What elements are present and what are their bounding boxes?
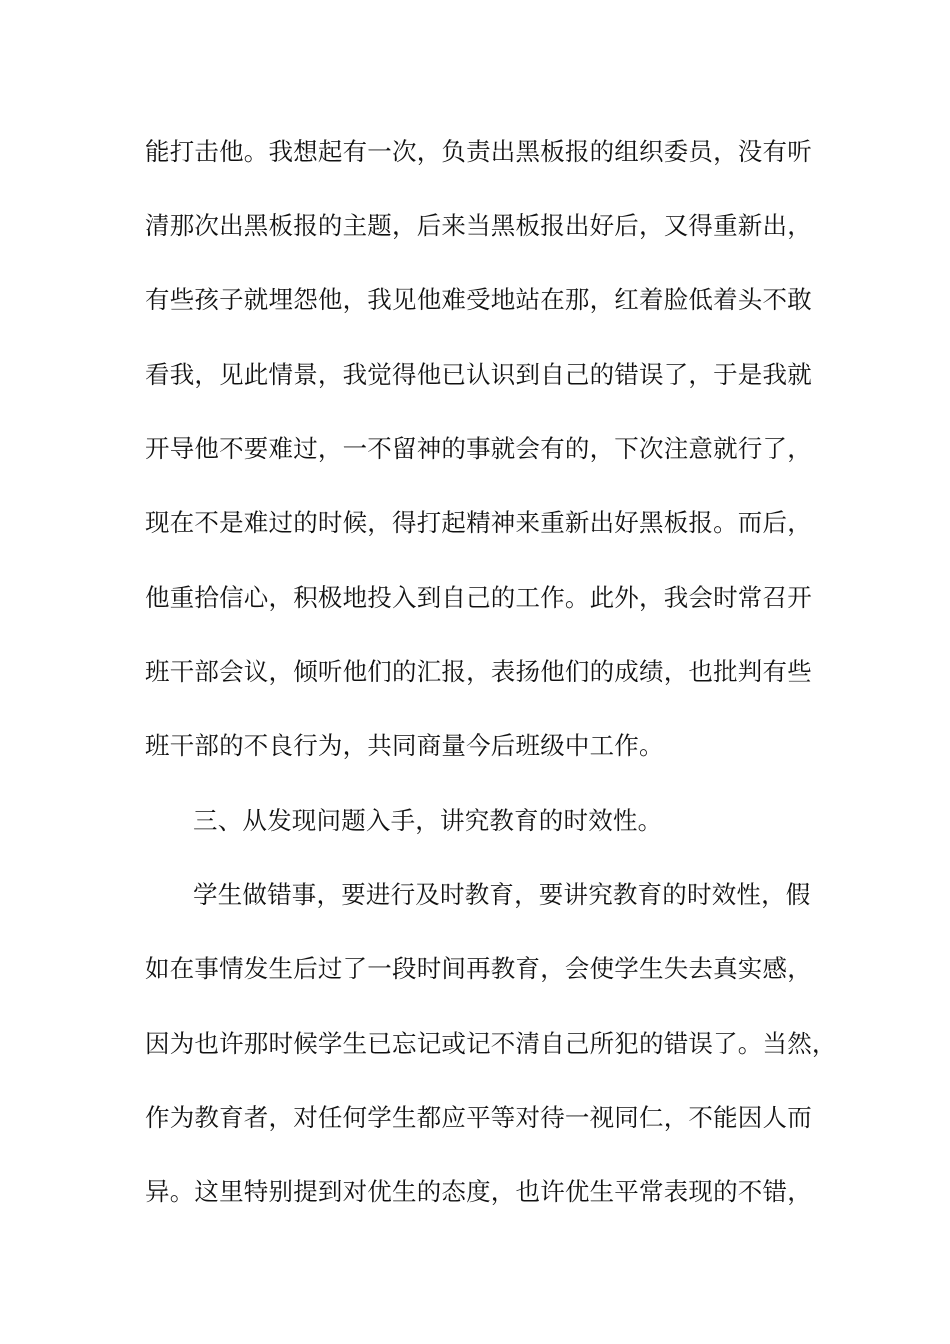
text-line: 学生做错事，要进行及时教育，要讲究教育的时效性，假 — [193, 880, 811, 909]
section-heading: 三、从发现问题入手，讲究教育的时效性。 — [193, 806, 663, 835]
text-line: 异。这里特别提到对优生的态度，也许优生平常表现的不错， — [145, 1177, 812, 1206]
text-line: 有些孩子就埋怨他，我见他难受地站在那，红着脸低着头不敢 — [145, 285, 812, 314]
text-line: 因为也许那时候学生已忘记或记不清自己所犯的错误了。当然， — [145, 1029, 837, 1058]
text-line: 班干部的不良行为，共同商量今后班级中工作。 — [145, 731, 664, 760]
text-line: 作为教育者，对任何学生都应平等对待一视同仁，不能因人而 — [145, 1103, 812, 1132]
text-line: 现在不是难过的时候，得打起精神来重新出好黑板报。而后， — [145, 508, 812, 537]
text-line: 如在事情发生后过了一段时间再教育，会使学生失去真实感， — [145, 954, 812, 983]
text-line: 清那次出黑板报的主题，后来当黑板报出好后，又得重新出， — [145, 211, 812, 240]
text-line: 能打击他。我想起有一次，负责出黑板报的组织委员，没有听 — [145, 137, 812, 166]
text-line: 看我，见此情景，我觉得他已认识到自己的错误了，于是我就 — [145, 360, 812, 389]
text-line: 开导他不要难过，一不留神的事就会有的，下次注意就行了， — [145, 434, 812, 463]
text-line: 他重拾信心，积极地投入到自己的工作。此外，我会时常召开 — [145, 583, 812, 612]
text-line: 班干部会议，倾听他们的汇报，表扬他们的成绩，也批判有些 — [145, 657, 812, 686]
